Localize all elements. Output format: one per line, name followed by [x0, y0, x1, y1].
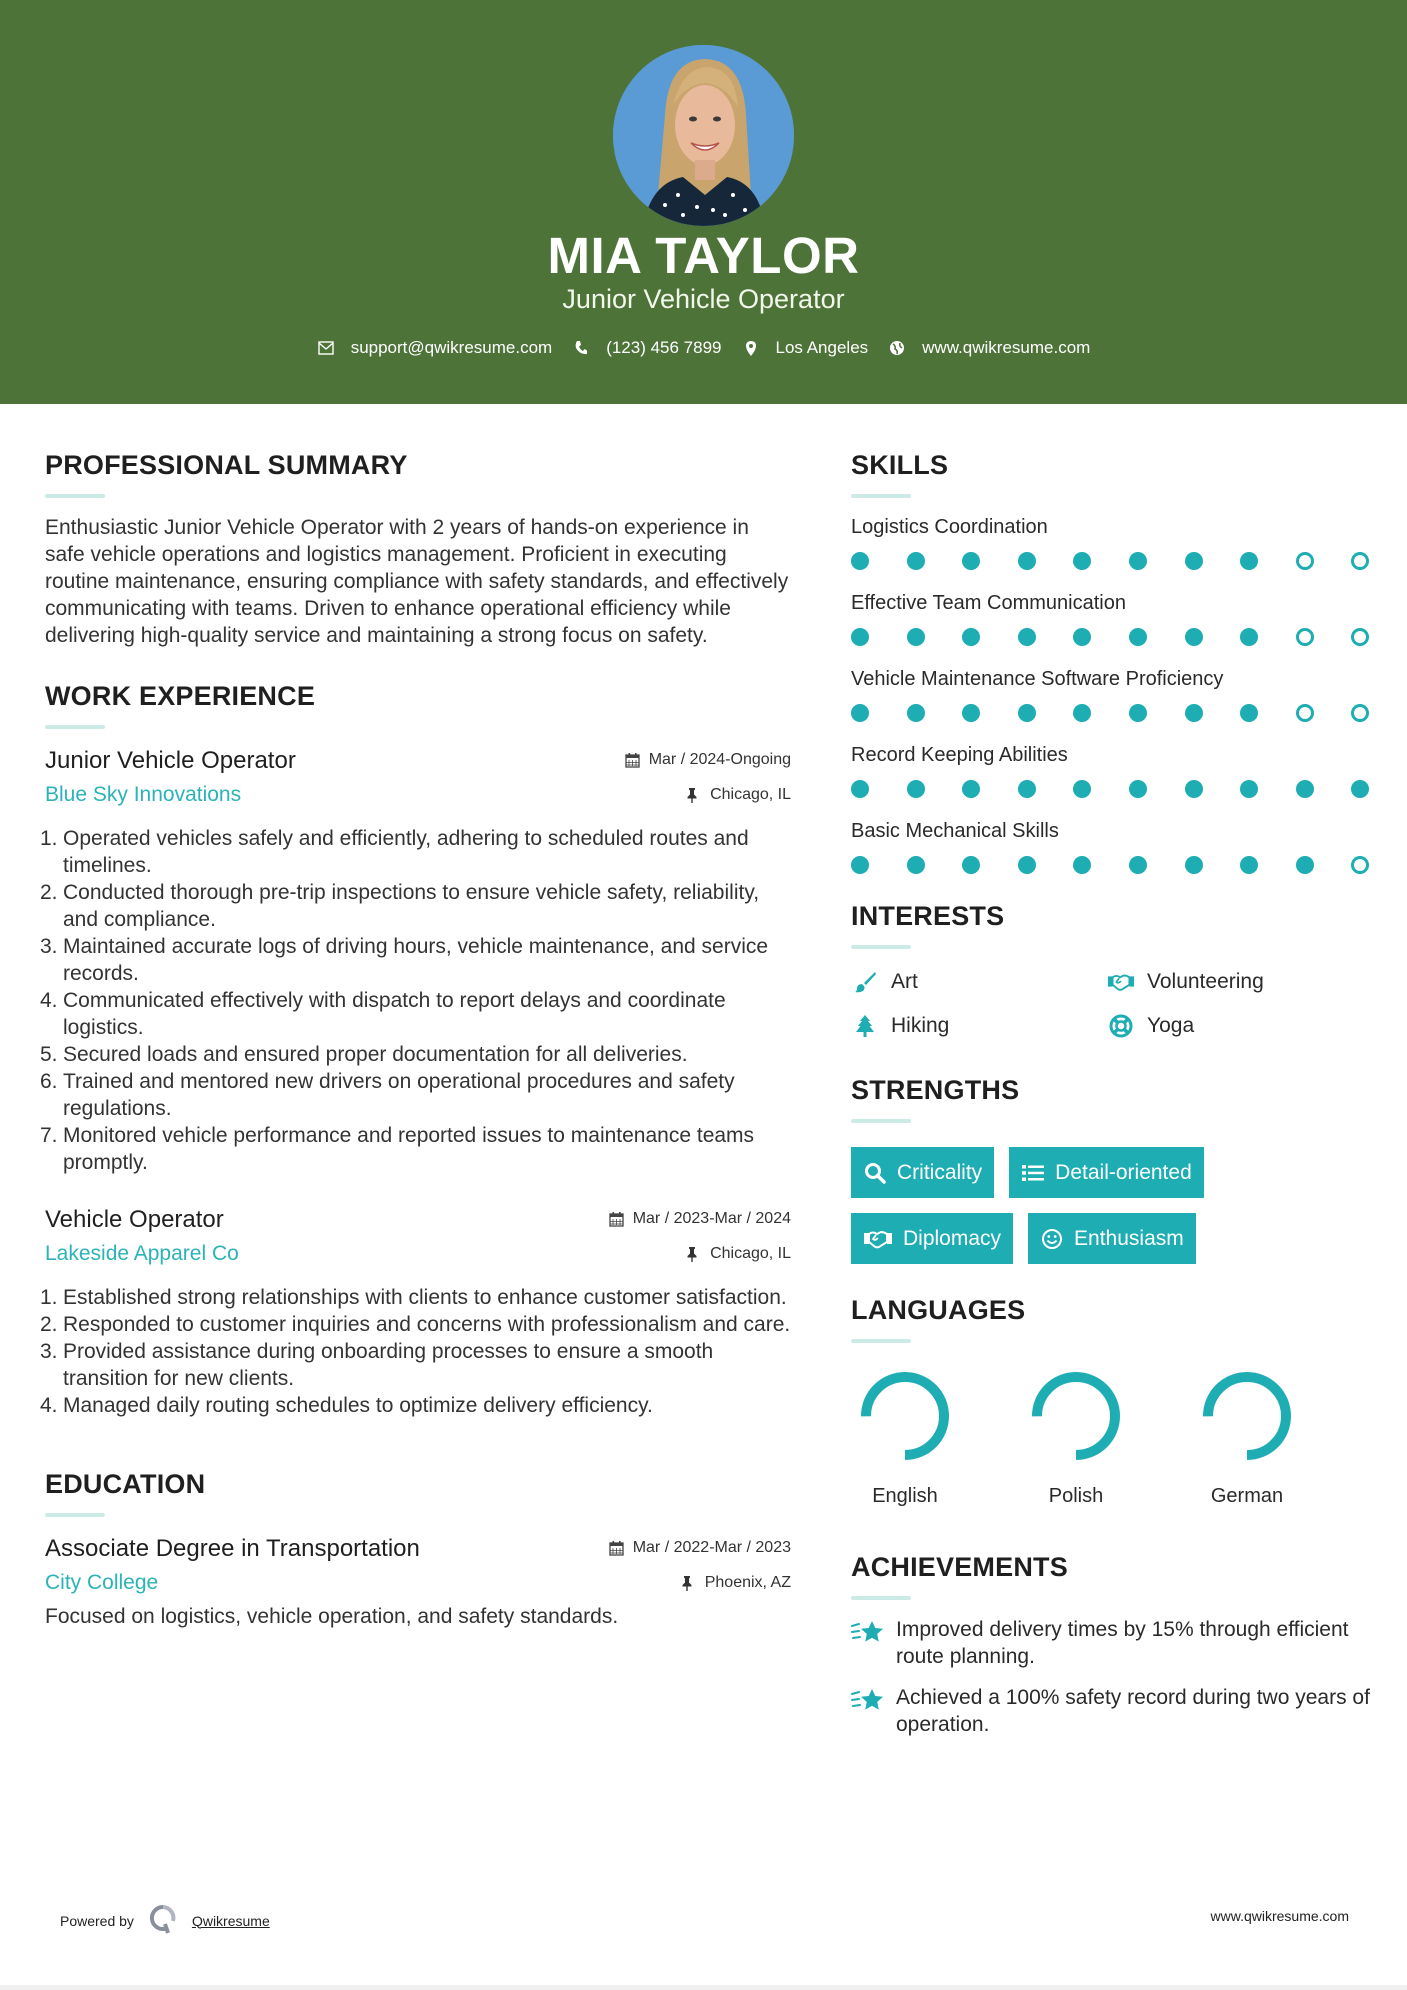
- left-column: [40, 448, 791, 1630]
- rating-dot-filled: [1073, 856, 1091, 874]
- education-location: Phoenix, AZ: [681, 1574, 791, 1592]
- rating-dot-filled: [1240, 704, 1258, 722]
- profile-photo: [613, 45, 794, 226]
- strength-tag: Enthusiasm: [1028, 1213, 1196, 1264]
- rating-dot-filled: [1018, 628, 1036, 646]
- skill-label: Vehicle Maintenance Software Proficiency: [851, 668, 1224, 690]
- list-item: 3. Provided assistance during onboarding processes to ensure a smooth transition for new clients.: [40, 1340, 714, 1390]
- summary-section: [45, 448, 791, 649]
- rating-dot-filled: [962, 856, 980, 874]
- rating-dot-empty: [1351, 628, 1369, 646]
- pushpin-icon: [681, 1575, 697, 1591]
- list-item: 1. Established strong relationships with clients to enhance customer satisfaction.: [40, 1286, 787, 1309]
- rating-dot-filled: [1240, 856, 1258, 874]
- interest-item: Yoga: [1107, 1013, 1363, 1039]
- rating-dot-filled: [1129, 552, 1147, 570]
- job-responsibilities: [40, 1284, 791, 1419]
- smile-icon: [1040, 1228, 1064, 1250]
- skills-list: [851, 514, 1371, 875]
- job-title: Junior Vehicle Operator: [45, 747, 296, 774]
- education-entry: [45, 1535, 791, 1630]
- page-bottom-edge: [0, 1985, 1407, 1990]
- calendar-icon: [609, 1540, 625, 1556]
- rating-dot-filled: [962, 628, 980, 646]
- rating-dot-filled: [1129, 780, 1147, 798]
- rating-dot-filled: [1185, 552, 1203, 570]
- language-label: German: [1210, 1485, 1284, 1507]
- pushpin-icon: [686, 1246, 702, 1262]
- rating-dot-filled: [1073, 552, 1091, 570]
- languages-list: [851, 1369, 1371, 1508]
- language-item: [1193, 1369, 1364, 1508]
- skill-label: Basic Mechanical Skills: [851, 820, 1059, 842]
- rating-dot-empty: [1351, 552, 1369, 570]
- contact-website[interactable]: [888, 338, 1090, 358]
- interest-item: Hiking: [851, 1013, 1107, 1039]
- section-divider: [851, 494, 911, 498]
- skill-rating: [851, 551, 1371, 571]
- achievements-section: [851, 1550, 1371, 1738]
- rating-dot-filled: [962, 552, 980, 570]
- education-section: [45, 1467, 791, 1630]
- section-title-skills: SKILLS: [851, 450, 949, 480]
- rating-dot-filled: [962, 704, 980, 722]
- languages-section: [851, 1293, 1371, 1508]
- contact-bar: [0, 338, 1407, 358]
- section-title-strengths: STRENGTHS: [851, 1075, 1020, 1105]
- achievement-item: Achieved a 100% safety record during two years of operation.: [851, 1684, 1371, 1738]
- contact-location: [742, 338, 869, 358]
- rating-dot-empty: [1351, 704, 1369, 722]
- rating-dot-filled: [1129, 704, 1147, 722]
- language-progress-ring: [1200, 1369, 1294, 1463]
- rating-dot-filled: [851, 856, 869, 874]
- strength-tag: Diplomacy: [851, 1213, 1013, 1264]
- job-entry: [40, 1206, 791, 1419]
- resume-header: [0, 0, 1407, 404]
- rating-dot-filled: [1351, 780, 1369, 798]
- experience-section: [40, 679, 791, 1419]
- skills-section: [851, 448, 1371, 875]
- rating-dot-filled: [1018, 552, 1036, 570]
- life-ring-icon: [1107, 1013, 1135, 1039]
- interests-list: [851, 969, 1371, 1039]
- rating-dot-filled: [851, 628, 869, 646]
- paint-brush-icon: [851, 969, 879, 995]
- search-icon: [863, 1162, 887, 1184]
- section-divider: [851, 1119, 911, 1123]
- qwikresume-link[interactable]: Qwikresume: [191, 1912, 270, 1929]
- strength-tag: Detail-oriented: [1009, 1147, 1204, 1198]
- rating-dot-filled: [1185, 704, 1203, 722]
- list-icon: [1021, 1162, 1045, 1184]
- section-divider: [851, 1596, 911, 1600]
- language-progress-ring: [858, 1369, 952, 1463]
- rating-dot-filled: [1129, 856, 1147, 874]
- list-item: 5. Secured loads and ensured proper documentation for all deliveries.: [40, 1043, 688, 1066]
- rating-dot-filled: [1018, 704, 1036, 722]
- candidate-name: MIA TAYLOR: [547, 227, 860, 284]
- job-responsibilities: [40, 825, 791, 1176]
- tree-icon: [851, 1013, 879, 1039]
- achievement-item: Improved delivery times by 15% through efficient route planning.: [851, 1616, 1371, 1670]
- contact-email-text: support@qwikresume.com: [350, 338, 553, 357]
- rating-dot-filled: [1185, 628, 1203, 646]
- section-title-experience: WORK EXPERIENCE: [45, 681, 316, 711]
- skill-label: Effective Team Communication: [851, 592, 1126, 614]
- degree-title: Associate Degree in Transportation: [45, 1535, 420, 1562]
- list-item: 4. Managed daily routing schedules to optimize delivery efficiency.: [40, 1394, 653, 1417]
- strength-tag: Criticality: [851, 1147, 994, 1198]
- skill-label: Record Keeping Abilities: [851, 744, 1068, 766]
- section-divider: [851, 945, 911, 949]
- rating-dot-filled: [907, 552, 925, 570]
- rating-dot-empty: [1351, 856, 1369, 874]
- rating-dot-filled: [1018, 780, 1036, 798]
- rating-dot-filled: [907, 856, 925, 874]
- envelope-icon: [317, 339, 335, 357]
- section-divider: [45, 725, 105, 729]
- strengths-list: [851, 1147, 1271, 1279]
- rating-dot-filled: [1240, 628, 1258, 646]
- job-location: Chicago, IL: [686, 1245, 791, 1263]
- list-item: 6. Trained and mentored new drivers on operational procedures and safety regulations.: [40, 1070, 735, 1120]
- language-progress-ring: [1029, 1369, 1123, 1463]
- company-name: Lakeside Apparel Co: [45, 1242, 239, 1265]
- job-location: Chicago, IL: [686, 786, 791, 804]
- skill-item: [851, 514, 1371, 571]
- rating-dot-filled: [851, 704, 869, 722]
- qwikresume-logo-icon: [148, 1904, 178, 1937]
- company-name: Blue Sky Innovations: [45, 783, 242, 806]
- rating-dot-filled: [907, 628, 925, 646]
- summary-text: Enthusiastic Junior Vehicle Operator with 2 years of hands-on experience in safe vehicle operations and logistics management. Proficient in executing routine maintenance, ensuring compliance with safety standards, and effectively communicating with teams. Driven to enhance operational efficiency while delivering high-quality service and maintaining a strong focus on safety.: [45, 516, 789, 647]
- strengths-section: [851, 1073, 1371, 1279]
- rating-dot-filled: [1185, 856, 1203, 874]
- rating-dot-empty: [1296, 628, 1314, 646]
- handshake-icon: [1107, 969, 1135, 995]
- pushpin-icon: [686, 787, 702, 803]
- section-title-languages: LANGUAGES: [851, 1295, 1026, 1325]
- skill-item: [851, 818, 1371, 875]
- rating-dot-filled: [1296, 780, 1314, 798]
- list-item: 4. Communicated effectively with dispatch to report delays and coordinate logistics.: [40, 989, 726, 1039]
- language-item: [851, 1369, 1022, 1508]
- education-description: Focused on logistics, vehicle operation, and safety standards.: [45, 1605, 619, 1628]
- rating-dot-filled: [962, 780, 980, 798]
- skill-item: [851, 666, 1371, 723]
- contact-website-text: www.qwikresume.com: [922, 338, 1091, 357]
- language-label: Polish: [1048, 1485, 1104, 1507]
- language-item: [1022, 1369, 1193, 1508]
- contact-email[interactable]: [317, 338, 553, 358]
- shooting-star-icon: [851, 1618, 885, 1646]
- section-title-education: EDUCATION: [45, 1469, 206, 1499]
- rating-dot-filled: [1240, 552, 1258, 570]
- rating-dot-filled: [1185, 780, 1203, 798]
- skill-label: Logistics Coordination: [851, 516, 1048, 538]
- skill-rating: [851, 779, 1371, 799]
- skill-rating: [851, 703, 1371, 723]
- rating-dot-filled: [1129, 628, 1147, 646]
- skill-item: [851, 590, 1371, 647]
- list-item: 2. Conducted thorough pre-trip inspections to ensure vehicle safety, reliability, and compliance.: [40, 881, 760, 931]
- job-dates: Mar / 2024-Ongoing: [625, 751, 791, 769]
- contact-phone[interactable]: [572, 338, 721, 358]
- rating-dot-empty: [1296, 552, 1314, 570]
- skill-item: [851, 742, 1371, 799]
- rating-dot-filled: [851, 780, 869, 798]
- section-divider: [45, 494, 105, 498]
- education-dates: Mar / 2022-Mar / 2023: [609, 1539, 791, 1557]
- job-title: Vehicle Operator: [45, 1206, 224, 1233]
- interests-section: [851, 899, 1371, 1039]
- rating-dot-empty: [1296, 704, 1314, 722]
- list-item: 2. Responded to customer inquiries and concerns with professionalism and care.: [40, 1313, 791, 1336]
- rating-dot-filled: [1018, 856, 1036, 874]
- interest-item: Volunteering: [1107, 969, 1363, 995]
- rating-dot-filled: [1240, 780, 1258, 798]
- shooting-star-icon: [851, 1686, 885, 1714]
- rating-dot-filled: [1073, 704, 1091, 722]
- calendar-icon: [625, 752, 641, 768]
- rating-dot-filled: [1296, 856, 1314, 874]
- skill-rating: [851, 855, 1371, 875]
- list-item: 3. Maintained accurate logs of driving hours, vehicle maintenance, and service records.: [40, 935, 769, 985]
- section-title-summary: PROFESSIONAL SUMMARY: [45, 450, 408, 480]
- footer-url[interactable]: www.qwikresume.com: [1210, 1908, 1349, 1924]
- list-item: 7. Monitored vehicle performance and reported issues to maintenance teams promptly.: [40, 1124, 755, 1174]
- interest-item: Art: [851, 969, 1107, 995]
- calendar-icon: [609, 1211, 625, 1227]
- language-label: English: [872, 1485, 938, 1507]
- footer: [0, 1890, 1407, 1930]
- job-dates: Mar / 2023-Mar / 2024: [609, 1210, 791, 1228]
- handshake-icon: [863, 1228, 893, 1250]
- rating-dot-filled: [907, 780, 925, 798]
- powered-by: Powered by Qwikresume: [60, 1904, 270, 1937]
- right-column: [851, 448, 1371, 1752]
- rating-dot-filled: [907, 704, 925, 722]
- contact-location-text: Los Angeles: [775, 338, 869, 357]
- globe-icon: [888, 339, 906, 357]
- section-divider: [45, 1513, 105, 1517]
- rating-dot-filled: [851, 552, 869, 570]
- map-marker-icon: [742, 339, 760, 357]
- phone-icon: [572, 339, 590, 357]
- section-title-interests: INTERESTS: [851, 901, 1005, 931]
- list-item: 1. Operated vehicles safely and efficiently, adhering to scheduled routes and timelines.: [40, 827, 749, 877]
- section-title-achievements: ACHIEVEMENTS: [851, 1552, 1068, 1582]
- school-name: City College: [45, 1571, 159, 1594]
- section-divider: [851, 1339, 911, 1343]
- rating-dot-filled: [1073, 780, 1091, 798]
- skill-rating: [851, 627, 1371, 647]
- rating-dot-filled: [1073, 628, 1091, 646]
- achievements-list: [851, 1616, 1371, 1738]
- candidate-role: Junior Vehicle Operator: [562, 284, 845, 314]
- job-entry: [40, 747, 791, 1176]
- contact-phone-text: (123) 456 7899: [606, 338, 722, 357]
